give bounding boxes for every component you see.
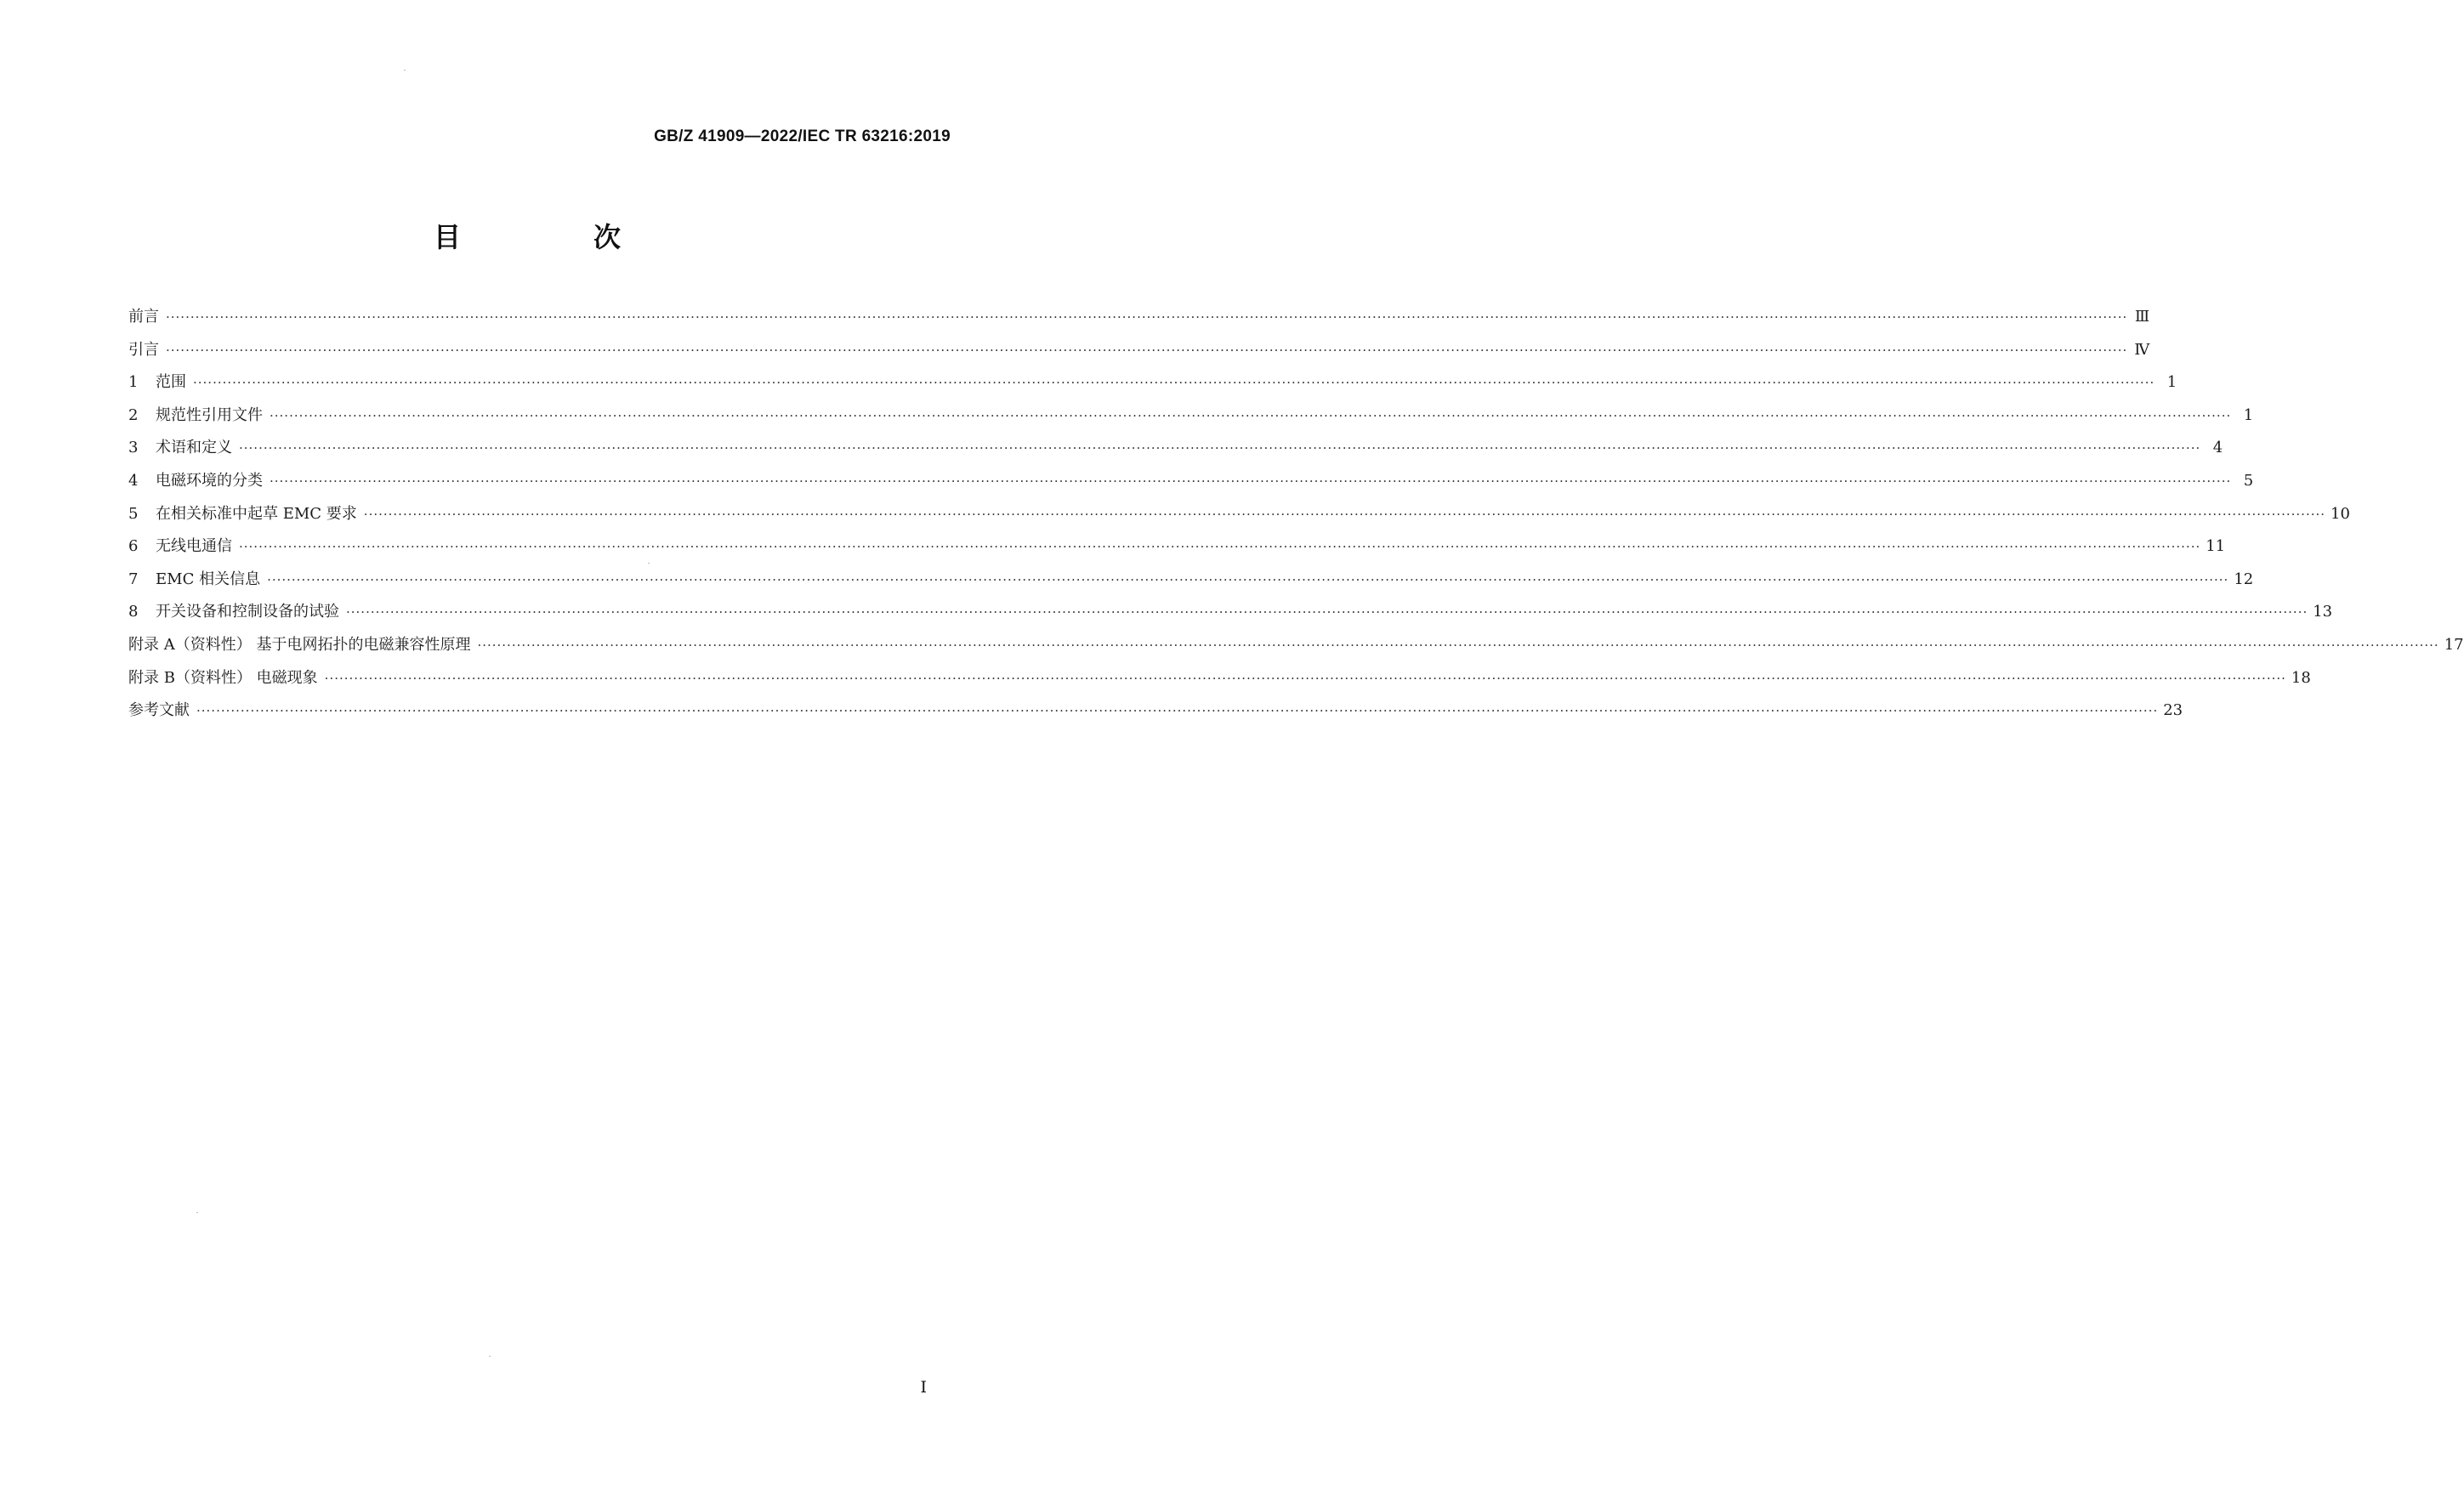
toc-label: 引言 xyxy=(128,340,159,359)
toc-label: 范围 xyxy=(156,373,186,392)
toc-dot-leader: ················································································································································································································································································································································································································ xyxy=(267,571,2229,587)
toc-label: 电磁环境的分类 xyxy=(156,471,263,490)
toc-entry[interactable] xyxy=(128,307,2150,340)
toc-section-number: 1 xyxy=(128,373,139,392)
toc-entry[interactable] xyxy=(128,504,2350,537)
toc-section-number: 4 xyxy=(128,471,139,490)
toc-page-number: 13 xyxy=(2313,603,2333,621)
standard-code: GB/Z 41909—2022/IEC TR 63216:2019 xyxy=(654,128,951,145)
scan-speck xyxy=(648,563,650,564)
toc-label: 附录 A（资料性） 基于电网拓扑的电磁兼容性原理 xyxy=(128,635,471,654)
toc-page-number: 18 xyxy=(2291,668,2311,687)
toc-dot-leader: ················································································································································································································································································································································································································ xyxy=(196,703,2159,719)
toc-section-number: 7 xyxy=(128,570,139,588)
toc-page-number: 4 xyxy=(2212,439,2223,457)
scan-speck xyxy=(196,1212,198,1213)
page-title: 目 次 xyxy=(433,221,673,253)
toc-label: EMC 相关信息 xyxy=(156,570,261,588)
toc-page-number: 1 xyxy=(2166,373,2177,392)
toc-page-number: 12 xyxy=(2234,570,2254,588)
toc-dot-leader: ················································································································································································································································································································································································································ xyxy=(193,375,2155,391)
toc-label: 规范性引用文件 xyxy=(156,405,263,424)
scan-speck xyxy=(404,70,406,71)
toc-page-number: 5 xyxy=(2243,471,2254,490)
toc-entry[interactable] xyxy=(128,438,2223,471)
toc-entry[interactable] xyxy=(128,536,2226,570)
toc-label: 前言 xyxy=(128,308,159,326)
toc-entry[interactable] xyxy=(128,602,2333,635)
toc-entry[interactable] xyxy=(128,570,2254,603)
toc-entry[interactable] xyxy=(128,372,2177,405)
toc-page-number: 17 xyxy=(2444,635,2464,654)
toc-page-number: 11 xyxy=(2206,537,2226,556)
toc-entry[interactable] xyxy=(128,471,2254,504)
toc-page-number: Ⅲ xyxy=(2134,308,2150,326)
toc-dot-leader: ················································································································································································································································································································································································································ xyxy=(166,309,2128,325)
toc-dot-leader: ················································································································································································································································································································································································································ xyxy=(270,473,2232,489)
toc-page-number: Ⅳ xyxy=(2134,340,2150,359)
toc-dot-leader: ················································································································································································································································································································································································································ xyxy=(477,637,2439,653)
toc-section-number: 5 xyxy=(128,504,139,523)
toc-dot-leader: ················································································································································································································································································································································································································ xyxy=(166,342,2128,358)
toc-page-number: 1 xyxy=(2243,405,2254,424)
toc-entry[interactable] xyxy=(128,668,2311,701)
toc-label: 无线电通信 xyxy=(156,537,232,556)
toc-label: 术语和定义 xyxy=(156,439,232,457)
toc-label: 开关设备和控制设备的试验 xyxy=(156,603,339,621)
toc-section-number: 2 xyxy=(128,405,139,424)
toc-dot-leader: ················································································································································································································································································································································································································ xyxy=(239,440,2201,456)
toc-dot-leader: ················································································································································································································································································································································································································ xyxy=(324,670,2286,686)
scan-speck xyxy=(489,1356,491,1357)
toc-section-number: 3 xyxy=(128,439,139,457)
toc-page-number: 10 xyxy=(2331,504,2350,523)
toc-entry[interactable] xyxy=(128,340,2150,373)
page-number: I xyxy=(920,1378,927,1397)
toc-section-number: 8 xyxy=(128,603,139,621)
toc-dot-leader: ················································································································································································································································································································································································································ xyxy=(239,539,2201,555)
toc-label: 附录 B（资料性） 电磁现象 xyxy=(128,668,318,687)
toc-label: 参考文献 xyxy=(128,701,190,720)
table-of-contents xyxy=(128,307,2464,734)
toc-entry[interactable] xyxy=(128,635,2464,668)
toc-dot-leader: ················································································································································································································································································································································································································ xyxy=(270,407,2232,423)
toc-section-number: 6 xyxy=(128,537,139,556)
toc-page-number: 23 xyxy=(2163,701,2183,720)
toc-label: 在相关标准中起草 EMC 要求 xyxy=(156,504,357,523)
toc-dot-leader: ················································································································································································································································································································································································································ xyxy=(363,506,2326,522)
toc-entry[interactable] xyxy=(128,700,2183,734)
toc-entry[interactable] xyxy=(128,405,2254,439)
toc-dot-leader: ················································································································································································································································································································································································································ xyxy=(346,604,2308,621)
